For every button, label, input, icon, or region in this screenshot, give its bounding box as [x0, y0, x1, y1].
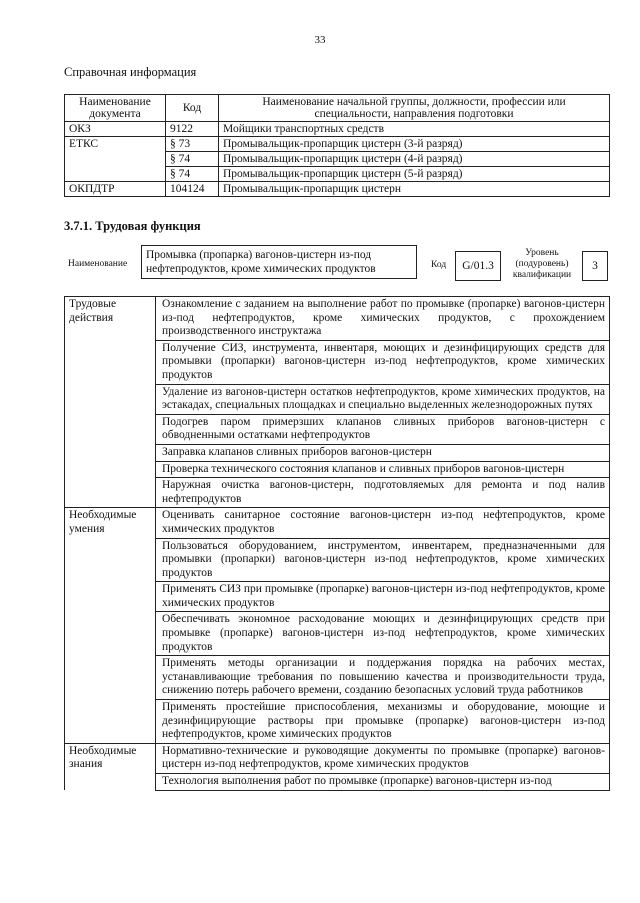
function-name-label: Наименование [68, 259, 128, 269]
cell-name: Промывальщик-пропарщик цистерн (3-й разряд) [219, 137, 610, 152]
qualification-level: 3 [582, 251, 608, 281]
list-item: Получение СИЗ, инструмента, инвентаря, моющих и дезинфицирующих средств для промывки (пропарки) вагонов-цистерн из-под нефтепродуктов, кроме химических продуктов [156, 340, 610, 384]
reference-table [64, 94, 610, 197]
section-title: 3.7.1. Трудовая функция [64, 219, 201, 233]
function-code-label: Код [431, 260, 447, 270]
function-code: G/01.3 [455, 251, 501, 281]
table-row [65, 297, 610, 341]
cell-code: § 74 [166, 152, 219, 167]
table-row [65, 743, 610, 773]
list-item: Заправка клапанов сливных приборов вагонов-цистерн [156, 444, 610, 461]
cell-code: § 74 [166, 167, 219, 182]
cell-code: § 73 [166, 137, 219, 152]
group-label-skills: Необходимые умения [65, 508, 156, 744]
table-row [65, 182, 610, 197]
list-item: Оценивать санитарное состояние вагонов-цистерн из-под нефтепродуктов, кроме химических продуктов [156, 508, 610, 538]
list-item: Применять методы организации и поддержания порядка на рабочих местах, устанавливающие требования по повышению качества и производительности труда, снижению потерь рабочего времени, созданию безопасных условий труда работников [156, 656, 610, 700]
cell-document: ОКПДТР [65, 182, 166, 197]
list-item: Удаление из вагонов-цистерн остатков нефтепродуктов, кроме химических продуктов, на эстакадах, специальных площадках и специально выделенных железнодорожных путях [156, 384, 610, 414]
list-item: Наружная очистка вагонов-цистерн, подготовляемых для ремонта и под налив нефтепродуктов [156, 478, 610, 508]
table-row [65, 508, 610, 538]
list-item: Нормативно-технические и руководящие документы по промывке (пропарке) вагонов-цистерн из-под нефтепродуктов, кроме химических продуктов [156, 743, 610, 773]
cell-name: Промывальщик-пропарщик цистерн (4-й разряд) [219, 152, 610, 167]
header-document: Наименование документа [65, 95, 166, 122]
function-details-table [64, 296, 610, 791]
table-row [65, 137, 610, 152]
cell-code: 9122 [166, 122, 219, 137]
function-name: Промывка (пропарка) вагонов-цистерн из-под нефтепродуктов, кроме химических продуктов [141, 245, 417, 279]
cell-document: ЕТКС [65, 137, 166, 182]
header-code: Код [166, 95, 219, 122]
list-item: Ознакомление с заданием на выполнение работ по промывке (пропарке) вагонов-цистерн из-под нефтепродуктов, кроме химических продуктов, с прохождением производственного инструктажа [156, 297, 610, 341]
cell-name: Промывальщик-пропарщик цистерн [219, 182, 610, 197]
list-item: Применять простейшие приспособления, механизмы и оборудование, моющие и дезинфицирующие растворы при промывке (пропарке) вагонов-цистерн из-под нефтепродуктов, кроме химических продуктов [156, 700, 610, 744]
list-item: Обеспечивать экономное расходование моющих и дезинфицирующих средств при промывке (пропарке) вагонов-цистерн из-под нефтепродуктов, кроме химических продуктов [156, 612, 610, 656]
cell-name: Мойщики транспортных средств [219, 122, 610, 137]
list-item: Технология выполнения работ по промывке (пропарке) вагонов-цистерн из-под [156, 774, 610, 791]
qualification-level-label: Уровень (подуровень) квалификации [512, 248, 572, 280]
cell-document: ОКЗ [65, 122, 166, 137]
reference-table-header [65, 95, 610, 122]
group-label-knowledge: Необходимые знания [65, 743, 156, 790]
cell-code: 104124 [166, 182, 219, 197]
reference-heading: Справочная информация [64, 65, 197, 79]
cell-name: Промывальщик-пропарщик цистерн (5-й разряд) [219, 167, 610, 182]
page-number: 33 [314, 34, 326, 46]
list-item: Подогрев паром примерзших клапанов сливных приборов вагонов-цистерн с обводненными остатками нефтепродуктов [156, 414, 610, 444]
table-row [65, 122, 610, 137]
list-item: Применять СИЗ при промывке (пропарке) вагонов-цистерн из-под нефтепродуктов, кроме химических продуктов [156, 582, 610, 612]
header-name: Наименование начальной группы, должности, профессии или специальности, направления подготовки [219, 95, 610, 122]
group-label-actions: Трудовые действия [65, 297, 156, 508]
list-item: Проверка технического состояния клапанов и сливных приборов вагонов-цистерн [156, 461, 610, 478]
list-item: Пользоваться оборудованием, инструментом, инвентарем, предназначенными для промывки (пропарки) вагонов-цистерн из-под нефтепродуктов, кроме химических продуктов [156, 538, 610, 582]
